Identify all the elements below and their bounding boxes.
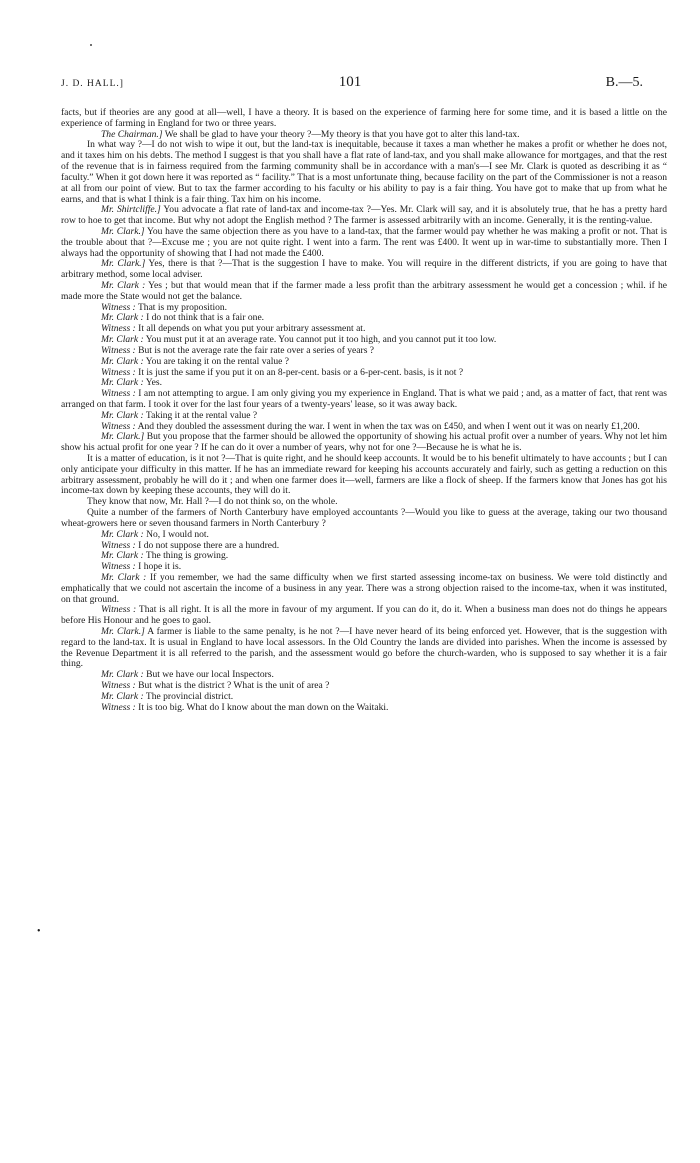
paragraph [61, 227, 667, 259]
page-speck [90, 44, 92, 46]
speaker-label: Mr. Clark : [101, 550, 144, 562]
paragraph-text: Yes ; but that would mean that if the farmer made a less profit than the arbitrary assessment he would get a concession ; whil. if he made more the State would not get the balance. [61, 280, 667, 302]
paragraph-text: Yes. [143, 377, 163, 389]
speaker-label: Mr. Clark.] [101, 258, 146, 270]
paragraph-text: That is my proposition. [135, 301, 228, 313]
paragraph [61, 627, 667, 670]
paragraph-text: A farmer is liable to the same penalty, is he not ?—I have never heard of its being enforced yet. However, that is the suggestion with regard to the land-tax. It is usual in England to have local assessors. In the Old Country the lands are divided into parishes. When the income is assessed by the Revenue Department it is all referred to the parish, and the assessment would go before the church-warden, who is supposed to say whether it is a fair thing. [61, 626, 667, 670]
paragraph-text: facts, but if theories are any good at all—well, I have a theory. It is based on the experience of farming here for some time, and it is based a little on the experience of farming in England for two or three years. [61, 107, 667, 129]
speaker-label: Mr. Clark.] [101, 626, 145, 637]
speaker-label: Mr. Shirtcliffe.] [101, 204, 161, 216]
speaker-label: Mr. Clark.] [101, 225, 145, 237]
paragraph-text: It is a matter of education, is it not ?—That is quite right, and he should keep accounts. It would be to his benefit ultimately to have accounts ; but I can only anticipate your difficulty in this matter. If he has an immediate reward for keeping his accounts accurately and fairly, such as getting a reduction on this arbitrary assessment, probably he will do it ; and when one farmer does it—well, farmers are like a flock of sheep. If the farmers know that Jones has got his income-tax down by keeping these accounts, they will do it. [61, 453, 667, 497]
paragraph-text: But what is the district ? What is the unit of area ? [135, 680, 330, 692]
paragraph-text: The thing is growing. [143, 550, 229, 562]
paragraph [61, 508, 667, 530]
paragraph [61, 108, 667, 130]
paragraph-text: Quite a number of the farmers of North Canterbury have employed accountants ?—Would you like to guess at the average, taking our two thousand wheat-growers here or seven thousand farmers in North Canterbury ? [61, 507, 667, 529]
header-witness-name: J. D. HALL.] [61, 79, 124, 89]
speaker-label: Mr. Clark : [101, 280, 146, 291]
speaker-label: Mr. Clark : [101, 690, 144, 702]
speaker-label: Mr. Clark : [101, 377, 144, 389]
paragraph [61, 389, 667, 411]
paragraph-text: I am not attempting to argue. I am only giving you my experience in England. That is what we paid ; and, as a matter of fact, that rent was arranged on that farm. I took it over for the last four years of a twenty-years' lease, so it was away back. [61, 388, 667, 410]
paragraph-text: But we have our local Inspectors. [143, 669, 274, 681]
speaker-label: Mr. Clark : [101, 355, 144, 367]
speaker-label: Mr. Clark : [101, 669, 144, 681]
paragraph [61, 454, 667, 497]
speaker-label: Witness : [101, 561, 136, 573]
paragraph-text: You are taking it on the rental value ? [143, 355, 289, 367]
paragraph-text: That is all right. It is all the more in favour of my argument. If you can do it, do it. When a business man does not do things he appears before His Honour and he goes to gaol. [61, 604, 667, 627]
paragraph-text: I do not suppose there are a hundred. [135, 539, 280, 551]
speaker-label: Witness : [101, 301, 136, 313]
document-body [61, 108, 667, 714]
paragraph [61, 281, 667, 303]
paragraph-text: We shall be glad to have your theory ?—My theory is that you have got to alter this land-tax. [162, 128, 520, 140]
speaker-label: Witness : [101, 420, 136, 432]
paragraph-text: And they doubled the assessment during the war. I went in when the tax was on £450, and when I went out it was on nearly £1,200. [135, 420, 640, 432]
paragraph [61, 259, 667, 281]
speaker-label: Mr. Clark : [101, 571, 147, 583]
speaker-label: Witness : [101, 680, 136, 692]
paragraph-text: It is just the same if you put it on an 8-per-cent. basis or a 6-per-cent. basis, is it not ? [135, 366, 464, 378]
paragraph-text: Yes, there is that ?—That is the suggestion I have to make. You will require in the different districts, if you are going to have that arbitrary method, some local adviser. [61, 258, 668, 281]
paragraph-text: You must put it at an average rate. You cannot put it too high, and you cannot put it too low. [143, 334, 497, 346]
paragraph-text: It all depends on what you put your arbitrary assessment at. [135, 323, 366, 335]
page-number: 101 [338, 74, 362, 90]
paragraph-text: But is not the average rate the fair rate over a series of years ? [135, 344, 375, 356]
speaker-label: Mr. Clark.] [101, 431, 145, 443]
paragraph-text: Taking it at the rental value ? [143, 409, 258, 421]
paragraph-text: In what way ?—I do not wish to wipe it out, but the land-tax is inequitable, because it taxes a man whether he makes a profit or whether he does not, and it taxes him on his debts. The method I suggest is that you shall have a flat rate of land-tax, and you shall make allowance for mortgages, and that the rest of the revenue that is in fairness required from the farming community shall be in accordance with a man's—I see Mr. Clark is quoted as describing it as “ faculty.” When it got down here it was reported as “ facility.” That is a most unfortunate thing, because facility on the part of the Commissioner is not a reason at all from our point of view. But to tax the farmer according to his faculty or his ability to pay is a fair thing. You have got to make that up from what he earns, and that is what I think is a fair thing. Tax him on his income. [61, 139, 667, 205]
speaker-label: Mr. Clark : [101, 528, 144, 540]
speaker-label: Witness : [101, 539, 136, 551]
speaker-label: Witness : [101, 701, 136, 713]
paragraph-text: But you propose that the farmer should be allowed the opportunity of showing his actual profit over a number of years. Why not let him show his actual profit for one year ? If he can do it over a number of years, why not for one ?—Because he is what he is. [61, 431, 667, 454]
paragraph [61, 140, 667, 205]
speaker-label: The Chairman.] [101, 128, 163, 140]
speaker-label: Mr. Clark : [101, 409, 144, 421]
paragraph-text: It is too big. What do I know about the man down on the Waitaki. [135, 701, 389, 713]
paragraph-text: If you remember, we had the same difficulty when we first started assessing income-tax on business. We were told distinctly and emphatically that we could not ascertain the income of a business in any year. There was a strong objection raised to the income-tax, when it was instituted, on that ground. [61, 571, 667, 605]
speaker-label: Witness : [101, 344, 136, 356]
paragraph-text: They know that now, Mr. Hall ?—I do not think so, on the whole. [87, 496, 338, 508]
paragraph [61, 432, 667, 454]
paragraph-text: I hope it is. [135, 561, 182, 573]
speaker-label: Witness : [101, 604, 137, 616]
paragraph-text: The provincial district. [143, 690, 234, 702]
paragraph-text: I do not think that is a fair one. [143, 312, 265, 324]
speaker-label: Mr. Clark : [101, 312, 144, 324]
paragraph-text: You advocate a flat rate of land-tax and income-tax ?—Yes. Mr. Clark will say, and it is absolutely true, that he has a pretty hard row to hoe to get that income. But why not adopt the English method ? The farmer is assessed arbitrarily with an income. Generally, it is the renting-value. [61, 204, 667, 227]
paragraph [61, 605, 667, 627]
page-header [57, 74, 643, 94]
speaker-label: Witness : [101, 366, 136, 378]
speaker-label: Witness : [101, 323, 136, 335]
speaker-label: Mr. Clark : [101, 334, 144, 346]
paragraph [61, 573, 667, 605]
paragraph-text: You have the same objection there as you have to a land-tax, that the farmer would pay whether he was making a profit or not. That is the trouble about that ?—Excuse me ; you are not quite right. I went into a farm. The rent was £400. It went up in war-time to substantially more. Then I always had the opportunity of showing that I had not made the £400. [61, 225, 667, 259]
margin-mark: • [37, 926, 41, 937]
paragraph-text: No, I would not. [143, 528, 209, 540]
paragraph [61, 703, 667, 714]
paragraph [61, 205, 667, 227]
speaker-label: Witness : [101, 388, 136, 400]
paper-reference: B.—5. [605, 75, 643, 90]
